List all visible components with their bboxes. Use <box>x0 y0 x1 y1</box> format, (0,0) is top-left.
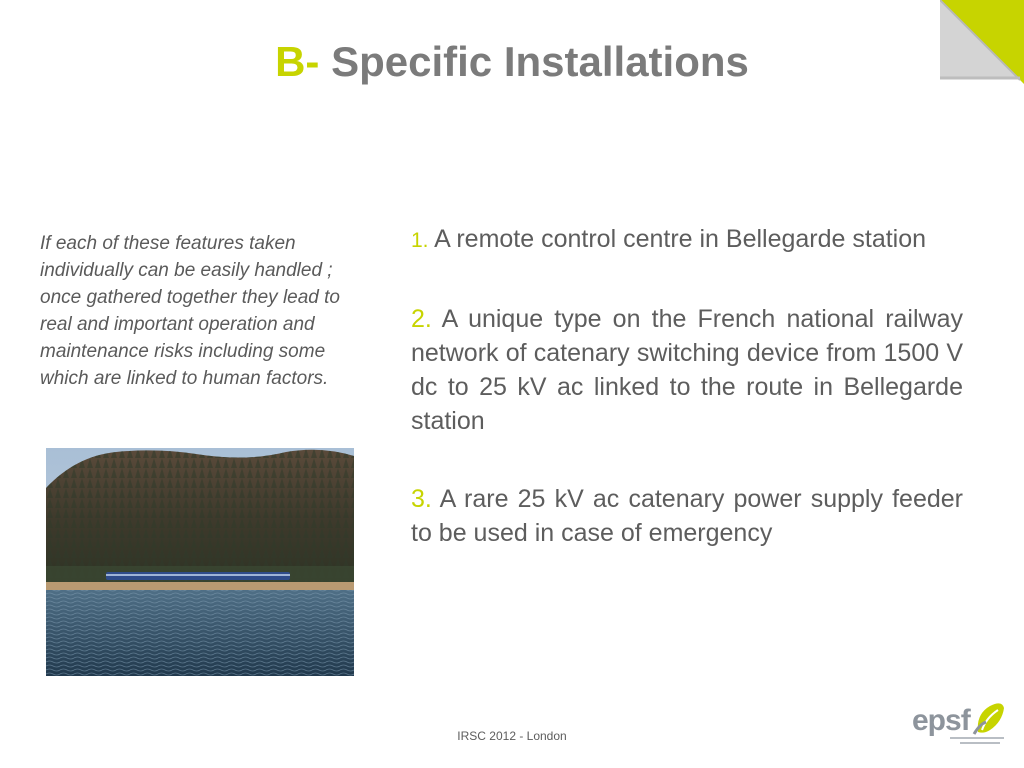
list-item-3 <box>411 482 963 550</box>
installations-list <box>411 222 963 594</box>
item-number: 2. <box>411 305 432 333</box>
train-landscape-photo <box>46 448 354 676</box>
logo-tagline-mark <box>950 736 1004 746</box>
item-text: A unique type on the French national railway network of catenary switching device from 1500 V dc to 25 kV ac linked to the route in Bellegarde station <box>411 305 963 435</box>
item-text: A remote control centre in Bellegarde station <box>434 225 927 253</box>
train <box>106 572 290 580</box>
logo-text: epsf <box>912 704 970 737</box>
title-text: Specific Installations <box>331 38 749 85</box>
title-prefix: B- <box>275 38 320 85</box>
side-note: If each of these features taken individually can be easily handled ; once gathered together they lead to real and important operation and maintenance risks including some which are linked to human factors. <box>40 233 341 389</box>
item-number: 1. <box>411 229 429 252</box>
list-item-1 <box>411 222 963 258</box>
list-item-2 <box>411 302 963 438</box>
epsf-logo <box>912 702 1008 748</box>
footer-text: IRSC 2012 - London <box>457 729 567 743</box>
item-text: A rare 25 kV ac catenary power supply feeder to be used in case of emergency <box>411 485 963 547</box>
item-number: 3. <box>411 485 432 513</box>
slide-title <box>0 38 1024 86</box>
leaf-logo-icon <box>972 702 1006 736</box>
page-curl-corner-icon <box>940 0 1024 84</box>
